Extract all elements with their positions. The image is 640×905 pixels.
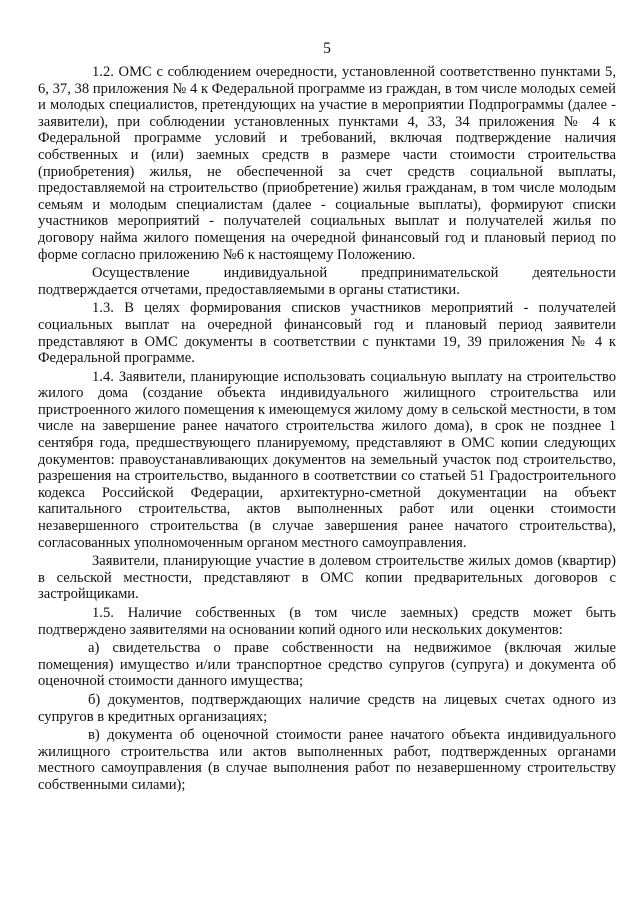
list-item-a: а) свидетельства о праве собственности на недвижимое (включая жилые помещения) имущество и/или транспортное средство супругов (супруга) и документа об оценочной стоимости данного имущества; [38, 640, 616, 690]
paragraph-entrepreneur: Осуществление индивидуальной предпринимательской деятельности подтверждается отчетами, предоставляемыми в органы статистики. [38, 265, 616, 298]
paragraph-shared-construction: Заявители, планирующие участие в долевом строительстве жилых домов (квартир) в сельской местности, представляют в ОМС копии предварительных договоров с застройщиками. [38, 553, 616, 603]
list-item-v: в) документа об оценочной стоимости ранее начатого объекта индивидуального жилищного строительства или актов выполненных работ, подтвержденных органами местного самоуправления (в случае выполнения работ по незавершенному строительству собственными силами); [38, 727, 616, 793]
paragraph-1-4: 1.4. Заявители, планирующие использовать социальную выплату на строительство жилого дома (создание объекта индивидуального жилищного строительства или пристроенного жилого помещения к имеющемуся жилому дому в сельской местности, в том числе на завершение ранее начатого строительства жилого дома), в срок не позднее 1 сентября года, предшествующего планируемому, представляют в ОМС копии следующих документов: правоустанавливающих документов на земельный участок под строительство, разрешения на строительство, выданного в соответствии со статьей 51 Градостроительного кодекса Российской Федерации, архитектурно-сметной документации на объект капитального строительства, актов выполненных работ или оценки стоимости незавершенного строительства (в случае завершения ранее начатого строительства), согласованных уполномоченным органом местного самоуправления. [38, 368, 616, 551]
paragraph-1-5: 1.5. Наличие собственных (в том числе заемных) средств может быть подтверждено заявителями на основании копий одного или нескольких документов: [38, 605, 616, 638]
list-item-b: б) документов, подтверждающих наличие средств на лицевых счетах одного из супругов в кредитных организациях; [38, 691, 616, 725]
page-number: 5 [323, 40, 331, 57]
paragraph-1-2: 1.2. ОМС с соблюдением очередности, установленной соответственно пунктами 5, 6, 37, 38 приложения № 4 к Федеральной программе из граждан, в том числе молодых семей и молодых специалистов, претендующих на участие в мероприятии Подпрограммы (далее - заявители), при соблюдении установленных пунктами 4, 33, 34 приложения № 4 к Федеральной программе условий и требований, включая подтверждение наличия собственных и (или) заемных средств в размере части стоимости строительства (приобретения) жилья, не обеспеченной за счет средств социальной выплаты, предоставляемой на строительство (приобретение) жилья гражданам, в том числе молодым семьям и молодым специалистам (далее - социальные выплаты), формируют списки участников мероприятий - получателей социальных выплат и получателей жилья по договору найма жилого помещения на очередной финансовый год и плановый период по форме согласно приложению №6 к настоящему Положению. [38, 64, 616, 263]
paragraph-1-3: 1.3. В целях формирования списков участников мероприятий - получателей социальных выплат на очередной финансовый год и плановый период заявители представляют в ОМС документы в соответствии с пунктами 19, 39 приложения № 4 к Федеральной программе. [38, 300, 616, 367]
